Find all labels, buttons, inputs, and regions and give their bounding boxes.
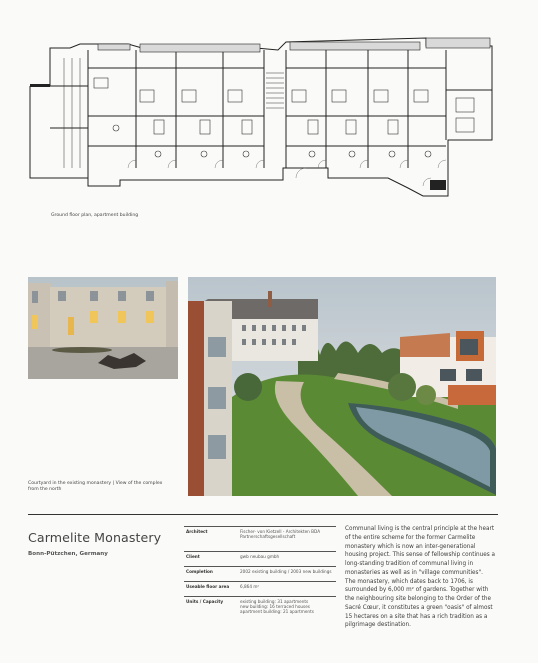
fact-value: 6,864 m²: [240, 584, 260, 589]
project-title: Carmelite Monastery: [28, 530, 162, 545]
fact-row-architect: [184, 526, 336, 551]
photos-caption-line2: from the north: [28, 487, 62, 492]
fact-row-floor-area: [184, 581, 336, 596]
fact-label: Completion: [186, 569, 213, 574]
plan-caption: Ground floor plan, apartment building: [51, 213, 139, 218]
photos-caption-line1: Courtyard in the existing monastery | View of the complex: [28, 481, 163, 486]
complex-image: [188, 277, 496, 496]
ground-floor-plan-drawing: [28, 28, 498, 210]
fact-value: Fischer- von Kietzell - Architekten BDA Partnerschaftsgesellschaft: [240, 529, 321, 539]
fact-value: existing building: 31 apartments new building: 16 terraced houses apartment building: 21 apartments: [240, 599, 314, 614]
fact-value: 2002 existing building / 2003 new buildings: [240, 569, 332, 574]
project-facts-table: [184, 526, 336, 625]
fact-row-units: [184, 596, 336, 625]
fact-label: Client: [186, 554, 200, 559]
courtyard-image: [28, 277, 178, 379]
fact-row-completion: [184, 566, 336, 581]
fact-label: Units / Capacity: [186, 599, 224, 604]
fact-value: gwb neubau gmbh: [240, 554, 280, 559]
fact-label: Useable floor area: [186, 584, 230, 589]
photo-courtyard: [28, 277, 178, 379]
fact-label: Architect: [186, 529, 208, 534]
project-location: Bonn-Pützchen, Germany: [28, 551, 108, 557]
project-description: Communal living is the central principle at the heart of the entire scheme for the former Carmelite monastery which is now an inter-generational housing project. This sense of fellowship continues a long-standing tradition of communal living in monasteries as well as in "village communities". The monastery, which dates back to 1706, is surrounded by 6,000 m² of gardens. Together with the neighbouring site belonging to the Order of the Sacré Cœur, it constitutes a green "oasis" of almost 15 hectares on a site that has a rich tradition as a pilgrimage destination.: [345, 526, 496, 629]
photos-caption: [28, 481, 178, 493]
section-divider: [28, 514, 498, 515]
fact-row-client: [184, 551, 336, 566]
photo-complex: [188, 277, 496, 496]
